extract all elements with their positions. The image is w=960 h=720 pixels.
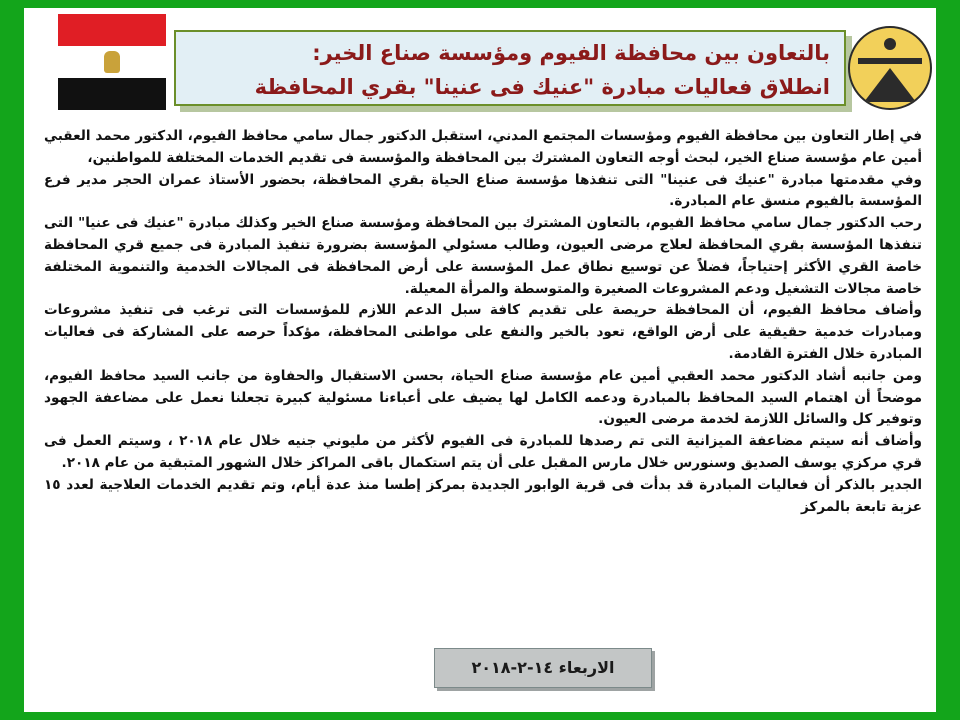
paragraph: ومن جانبه أشاد الدكتور محمد العقبي أمين عام مؤسسة صناع الحياة، بحسن الاستقبال والحفاوة من جانب السيد محافظ الفيوم، موضحاً أن اهتمام السيد المحافظ بالمبادرة ودعمه الكامل لها يضيف على أعباءنا مسئولية كبيرة تجعلنا نعمل على مضاعفة الجهود وتوفير كل والسائل اللازمة لخدمة مرضى العيون. [44, 367, 922, 428]
paragraph: وأضاف محافظ الفيوم، أن المحافظة حريصة على تقديم كافة سبل الدعم اللازم للمؤسسات التى ترغب فى تنفيذ مشروعات ومبادرات خدمية حقيقية على أرض الواقع، تعود بالخير والنفع على مواطنى المحافظة، مؤكداً حرصه على المشاركة فى فعاليات المبادرة خلال الفترة القادمة. [44, 302, 922, 362]
headline-line-2: انطلاق فعاليات مبادرة "عنيك فى عنينا" بقري المحافظة [254, 75, 830, 99]
document-frame [24, 8, 936, 712]
paragraph: وأضاف أنه سيتم مضاعفة الميزانية التى تم رصدها للمبادرة فى الفيوم لأكثر من مليوني جنيه خلال عام ٢٠١٨ ، وسيتم العمل فى قري مركزي يوسف الصديق وسنورس خلال مارس المقبل على أن يتم استكمال باقى المراكز خلال الشهور المتبقية من عام ٢٠١٨. [44, 433, 922, 471]
headline-box [174, 30, 846, 106]
eagle-emblem-icon [104, 51, 120, 73]
fayoum-logo-icon [848, 26, 932, 110]
paragraph: الجدير بالذكر أن فعاليات المبادرة قد بدأت فى قرية الوابور الجديدة بمركز إطسا منذ عدة أيام، وتم تقديم الخدمات العلاجية لعدد ١٥ عزبة تابعة بالمركز [44, 476, 922, 515]
egypt-flag-icon [58, 14, 166, 110]
paragraph: رحب الدكتور جمال سامي محافظ الفيوم، بالتعاون المشترك بين المحافظة ومؤسسة صناع الخير وكذلك مبادرة "عنيك فى عنيا" التى تنفذها المؤسسة بقري المحافظة لعلاج مرضى العيون، وطالب مسئولي المؤسسة بضرورة تنفيذ المبادرة فى جميع قري المحافظة خاصة القري الأكثر إحتياجاً، فضلاً عن توسيع نطاق عمل المؤسسة على أرض المحافظة فى المجالات الخدمية والتنموية المختلفة خاصة مجالات التشغيل ودعم المشروعات الصغيرة والمتوسطة والمرأة المعيلة. [44, 215, 922, 297]
paragraph: وفي مقدمتها مبادرة "عنيك فى عنينا" التى تنفذها مؤسسة صناع الحياة بقري المحافظة، بحضور الأستاذ عمران الحجر مدير فرع المؤسسة بالفيوم منسق عام المبادرة. [44, 171, 922, 210]
paragraph: في إطار التعاون بين محافظة الفيوم ومؤسسات المجتمع المدني، استقبل الدكتور جمال سامي محافظ الفيوم، الدكتور محمد العقبي أمين عام مؤسسة صناع الخير، لبحث أوجه التعاون المشترك بين المحافظة والمؤسسة فى تقديم الخدمات المختلفة للمواطنين، [44, 128, 922, 166]
headline-line-1: بالتعاون بين محافظة الفيوم ومؤسسة صناع الخير: [312, 41, 830, 65]
article-body [44, 126, 922, 518]
date-badge: الاربعاء ١٤-٢-٢٠١٨ [434, 648, 652, 688]
